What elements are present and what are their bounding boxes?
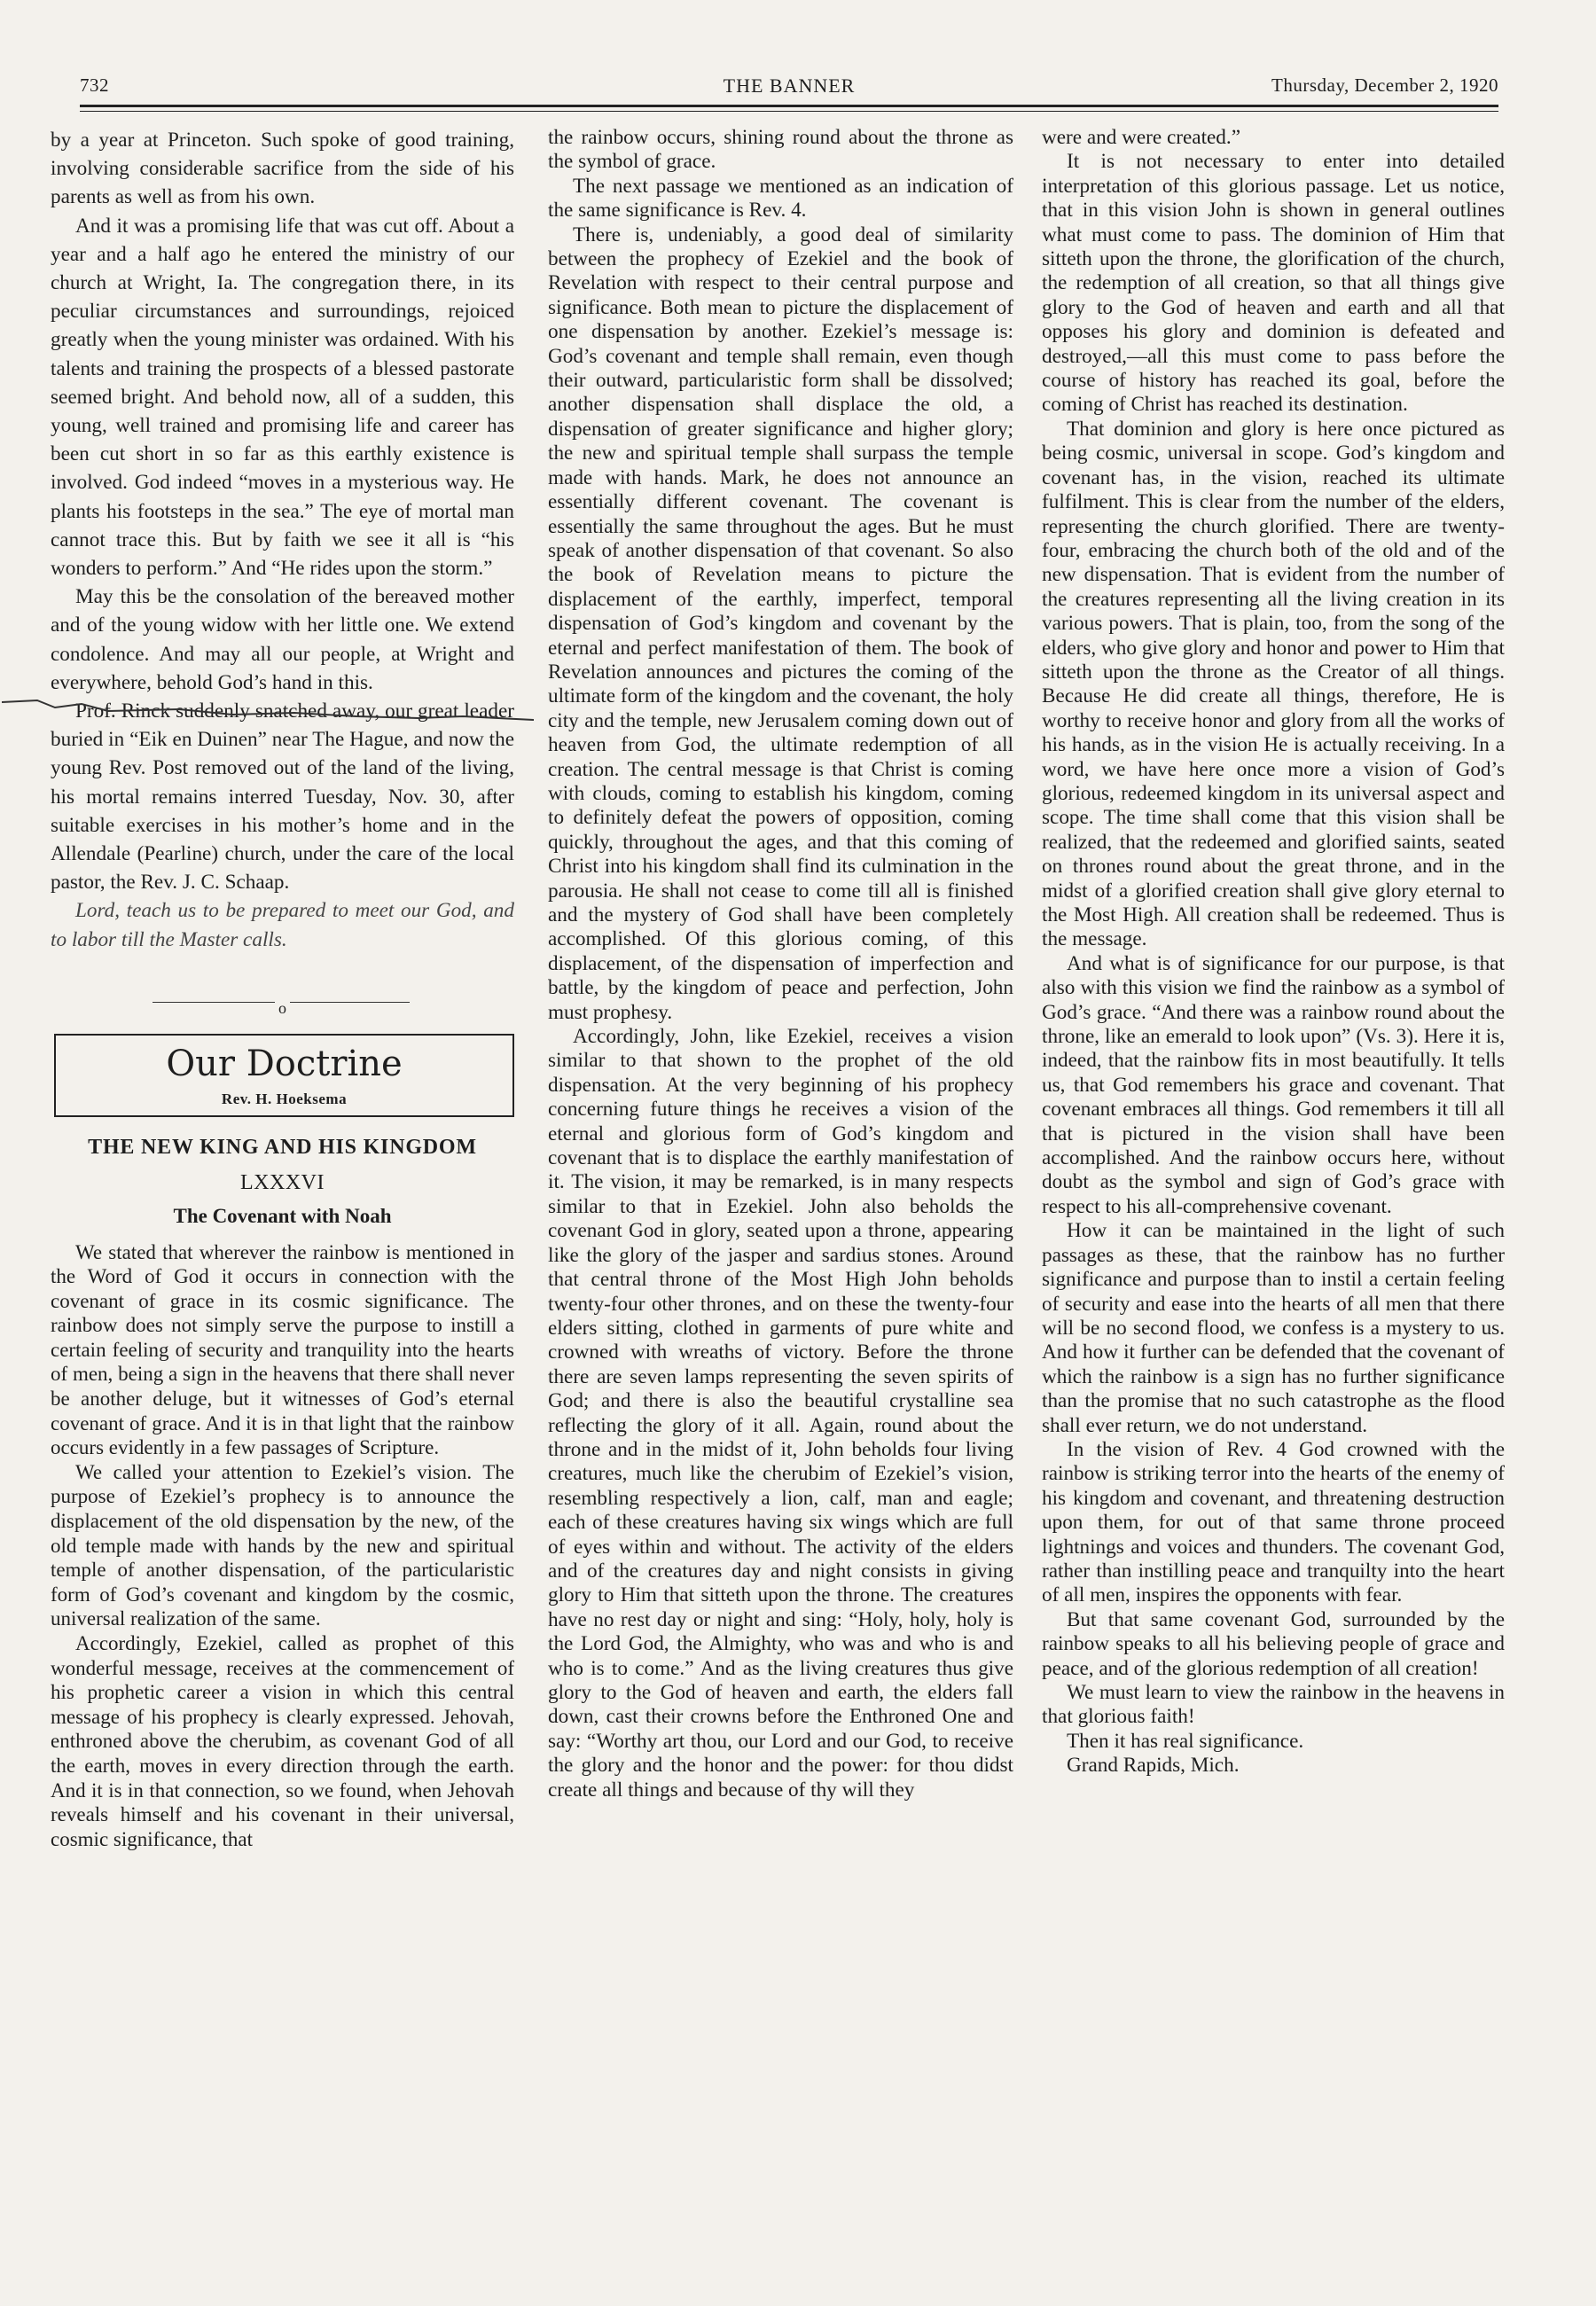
paragraph-prayer: Lord, teach us to be prepared to meet our God, and to labor till the Master calls. [51,899,514,951]
paragraph: by a year at Princeton. Such spoke of good training, involving considerable sacrifice from the side of his parents as well as from his own. [51,129,514,209]
signature-location: Grand Rapids, Mich. [1067,1754,1240,1778]
paragraph: Accordingly, John, like Ezekiel, receives a vision similar to that shown to the prophet of the old dispensation. At the very beginning of his prophecy concerning future things he receives a vision of the eternal and glorious form of God’s kingdom and covenant that is to displace the earthly manifestation of it. The vision, it may be remarked, is in many respects similar to that in Ezekiel. John also beholds the covenant God in glory, seated upon a throne, appearing like the glory of the jasper and sardius stones. Around that central throne of the Most High John beholds twenty-four other thrones, and on these the twenty-four elders sitting, clothed in garments of pure white and crowned with wreaths of victory. Before the throne there are seven lamps representing the seven spirits of God; and there is also the beautiful crystalline sea reflecting the glory of it all. Again, round about the throne and in the midst of it, John beholds four living creatures, much like the cherubim of Ezekiel’s vision, resembling respectively a lion, calf, man and eagle; each of these creatures having six wings which are full of eyes within and without. The activity of the elders and of the creatures day and night consists in giving glory to Him that sitteth upon the throne. The creatures have no rest day or night and sing: “Holy, holy, holy is the Lord God, the Almighty, who was and who is and who is to come.” And as the living creatures thus give glory to the God of heaven and earth, the elders fall down, cast their crowns before the Enthroned One and say: “Worthy art thou, our Lord and our God, to receive the glory and the honor and the power: for thou didst create all things and because of thy will they [548,1025,1013,1802]
divider-mark: o [275,999,290,1017]
article-subheading: The Covenant with Noah [173,1205,392,1228]
paper-tear-mark [2,699,552,725]
header-rule-thin [80,111,1498,112]
column-1 [51,126,514,1851]
paragraph: But that same covenant God, surrounded by the rainbow speaks to all his believing people of grace and peace, and of the glorious redemption of all creation! [1042,1607,1505,1680]
article-heading: THE NEW KING AND HIS KINGDOM [88,1135,477,1159]
paragraph: the rainbow occurs, shining round about the throne as the symbol of grace. [548,126,1013,174]
article-numeral: LXXXVI [240,1171,325,1195]
paragraph: The next passage we mentioned as an indication of the same significance is Rev. 4. [548,174,1013,223]
paragraph: We must learn to view the rainbow in the heavens in that glorious faith! [1042,1681,1505,1729]
paragraph: Prof. Rinck suddenly snatched away, our great leader buried in “Eik en Duinen” near The Hague, and now the young Rev. Post removed out of the land of the living, his mortal remains interred Tuesday, Nov. 30, after suitable exercises in his mother’s home and in the Allendale (Pearline) church, under the care of the local pastor, the Rev. J. C. Schaap. [51,700,514,895]
paragraph: It is not necessary to enter into detailed interpretation of this glorious passage. Let us notice, that in this vision John is shown in general outlines what must come to pass. The dominion of Him that sitteth upon the throne, the glorification of the church, the redemption of all creation, so that all things give glory to the God of heaven and earth and all that opposes his glory and dominion is defeated and destroyed,—all this must come to pass before the course of history has reached its goal, before the coming of Christ has reached its destination. [1042,150,1505,417]
paragraph: Then it has real significance. [1067,1729,1304,1753]
publication-title: THE BANNER [723,74,856,97]
section-author: Rev. H. Hoeksema [221,1090,348,1107]
section-title: Our Doctrine [166,1043,403,1084]
paragraph: How it can be maintained in the light of such passages as these, that the rainbow has no further significance and purpose than to instil a certain feeling of security and ease into the hearts of all men that there will be no second flood, we confess is a mystery to us. And how it further can be defended that the covenant of which the rainbow is a sign has no further significance than the promise that no such catastrophe as the flood shall ever return, we do not understand. [1042,1219,1505,1437]
page-header [80,74,1498,103]
paragraph: We called your attention to Ezekiel’s vision. The purpose of Ezekiel’s prophecy is to announce the displacement of the old dispensation by the new, of the old temple made with hands by the new and spiritual temple of another dispensation, of the particularistic form of God’s covenant and kingdom by the cosmic, universal realization of the same. [51,1460,514,1630]
section-divider [51,993,514,1017]
paragraph: There is, undeniably, a good deal of similarity between the prophecy of Ezekiel and the book of Revelation with respect to their central purpose and significance. Both mean to picture the displacement of one dispensation by another. Ezekiel’s message is: God’s covenant and temple shall remain, even though their outward, particularistic form shall be dissolved; another dispensation shall displace the old, a dispensation of greater significance and higher glory; the new and spiritual temple shall surpass the temple made with hands. Mark, he does not announce an essentially different covenant. The covenant is essentially the same throughout the ages. But he must speak of another dispensation of that covenant. So also the book of Revelation means to picture the displacement of the earthly, imperfect, temporal dispensation of God’s kingdom and covenant by the eternal and perfect manifestation of them. The book of Revelation announces and pictures the coming of the ultimate form of the kingdom and the covenant, the holy city and the temple, new Jerusalem coming down out of heaven from God, the ultimate redemption of all creation. The central message is that Christ is coming with clouds, coming to establish his kingdom, coming to definitely defeat the powers of opposition, coming quickly, throughout the ages, and that this coming of Christ into his kingdom shall find its culmination in the parousia. He shall not cease to come till all is finished and the mystery of God shall have been completely accomplished. Of this glorious coming, of this displacement, of the dispensation of imperfection and battle, by the kingdom of peace and perfection, John must prophesy. [548,223,1013,1024]
issue-date: Thursday, December 2, 1920 [1271,74,1498,96]
header-rule-thick [80,105,1498,107]
paragraph: That dominion and glory is here once pictured as being cosmic, universal in scope. God’s kingdom and covenant has, in the vision, reached its ultimate fulfilment. This is clear from the number of the elders, representing the church glorified. There are twenty-four, embracing the church both of the old and of the new dispensation. That is evident from the number of the creatures representing all the living creation in its various powers. That is plain, too, from the song of the elders, who give glory and honor and power to Him that sitteth upon the throne as the Creator of all things. Because He did create all things, therefore, He is worthy to receive honor and glory from all the works of his hands, as in the vision He is actually receiving. In a word, we have here once more a vision of God’s glorious, redeemed kingdom in its universal aspect and scope. The time shall come that this vision shall be realized, that the redeemed and glorified saints, seated on thrones round about the great throne, and in the midst of a glorified creation shall give glory eternal to the Most High. All creation shall be redeemed. Thus is the message. [1042,417,1505,951]
paragraph: And it was a promising life that was cut off. About a year and a half ago he entered the ministry of our church at Wright, Ia. The congregation there, in its peculiar circumstances and surroundings, rejoiced greatly when the young minister was ordained. With his talents and training the prospects of a blessed pastorate seemed bright. And behold now, all of a sudden, this young, well trained and promising life and career has been cut short in so far as this earthly existence is involved. God indeed “moves in a mysterious way. He plants his footsteps in the sea.” The eye of mortal man cannot trace this. But by faith we see it all is “his wonders to perform.” And “He rides upon the storm.” [51,214,514,581]
paragraph: were and were created.” [1042,126,1240,149]
article-body [51,1240,514,1852]
paragraph: And what is of significance for our purpose, is that also with this vision we find the rainbow as a symbol of God’s grace. “And there was a rainbow round about the throne, like an emerald to look upon” (Vs. 3). Here it is, indeed, that the rainbow fits in most beautifully. It tells us, that God remembers his grace and covenant. That covenant embraces all things. God remembers it till all that is pictured in the vision shall have been accomplished. And the rainbow occurs here, without doubt as the symbol and sign of God’s grace with respect to his all-comprehensive covenant. [1042,951,1505,1218]
page-number: 732 [80,74,109,96]
paragraph: We stated that wherever the rainbow is mentioned in the Word of God it occurs in connection with the covenant of grace in its cosmic significance. The rainbow does not simply serve the purpose to instill a certain feeling of security and tranquility into the hearts of men, being a sign in the heavens that there shall never be another deluge, but it witnesses of God’s eternal covenant of grace. And it is in that light that the rainbow occurs evidently in a few passages of Scripture. [51,1240,514,1459]
paragraph: May this be the consolation of the bereaved mother and of the young widow with her little one. We extend condolence. And may all our people, at Wright and everywhere, behold God’s hand in this. [51,585,514,694]
section-box-header [54,1034,514,1117]
paragraph: Accordingly, Ezekiel, called as prophet of this wonderful message, receives at the commencement of his prophetic career a vision in which this central message of his prophecy is clearly expressed. Jehovah, enthroned above the cherubim, as covenant God of all the earth, moves in every direction through the earth. And it is in that connection, so we found, when Jehovah reveals himself and his covenant in their universal, cosmic significance, that [51,1632,514,1850]
column-3 [1042,126,1505,1778]
paragraph: In the vision of Rev. 4 God crowned with the rainbow is striking terror into the hearts of the enemy of his kingdom and covenant, and threatening destruction upon them, for out of that same throne proceed lightnings and voices and thunders. The covenant God, rather than instilling peace and tranquilty into the heart of all men, inspires the opponents with fear. [1042,1437,1505,1607]
column-2 [548,126,1013,1802]
